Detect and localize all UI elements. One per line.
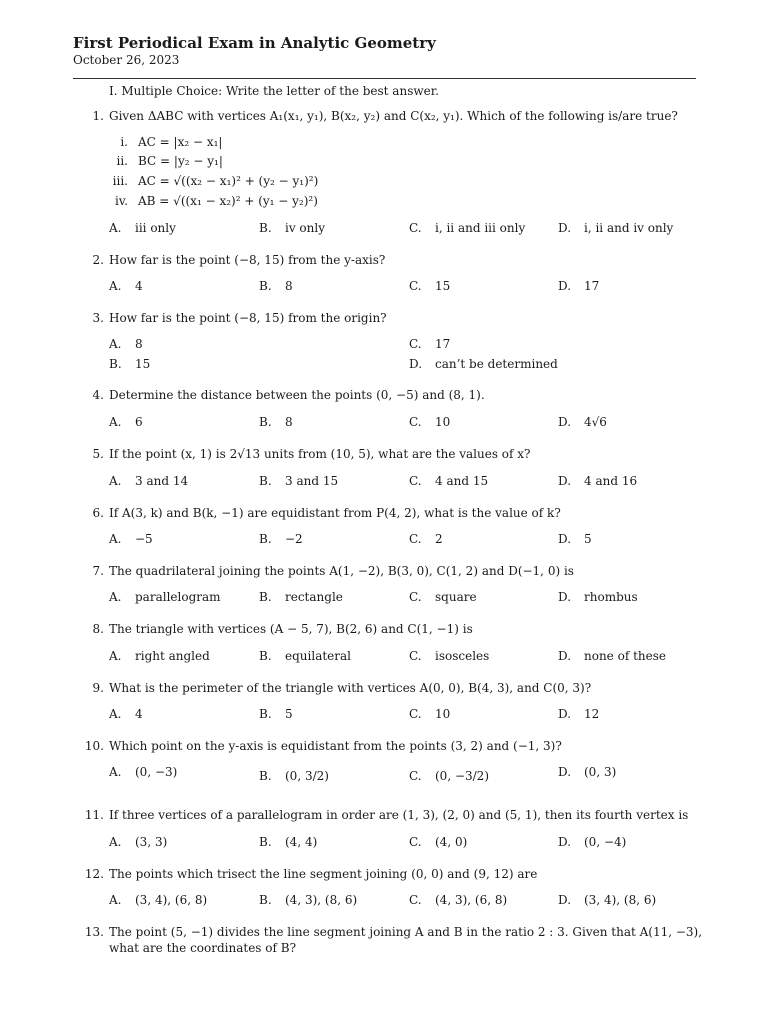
- question-number: 5.: [92, 447, 104, 461]
- option-b[interactable]: B. 5: [259, 707, 293, 721]
- option-b[interactable]: B. (4, 4): [259, 835, 318, 849]
- option-d[interactable]: D. 12: [558, 707, 600, 721]
- option-d[interactable]: D. 4√6: [558, 415, 607, 429]
- option-c[interactable]: C. (4, 0): [409, 835, 468, 849]
- subitem-expression: AB = √((x₁ − x₂)² + (y₁ − y₂)²): [138, 194, 318, 208]
- subitem-numeral: i.: [120, 135, 128, 149]
- option-d[interactable]: D. 4 and 16: [558, 474, 638, 488]
- question-stem: If three vertices of a parallelogram in order are (1, 3), (2, 0) and (5, 1), then its fourth vertex is: [109, 808, 689, 822]
- question-number: 9.: [92, 681, 104, 695]
- option-b[interactable]: B. (4, 3), (8, 6): [259, 893, 358, 907]
- question-number: 12.: [84, 867, 104, 881]
- option-c[interactable]: C. 17: [409, 337, 451, 351]
- option-c[interactable]: C. (4, 3), (6, 8): [409, 893, 508, 907]
- header-divider: [73, 78, 696, 79]
- option-b[interactable]: B. iv only: [259, 221, 326, 235]
- question-number: 4.: [92, 388, 104, 402]
- question-number: 8.: [92, 622, 104, 636]
- exam-date: October 26, 2023: [73, 53, 180, 67]
- option-c[interactable]: C. 10: [409, 415, 451, 429]
- option-d[interactable]: D. 17: [558, 279, 600, 293]
- question-number: 11.: [84, 808, 104, 822]
- option-b[interactable]: B. 8: [259, 415, 293, 429]
- question-number: 1.: [92, 109, 104, 123]
- option-b[interactable]: B. 15: [109, 357, 151, 371]
- option-a[interactable]: A. (3, 4), (6, 8): [109, 893, 208, 907]
- option-a[interactable]: A. 8: [109, 337, 143, 351]
- subitem-numeral: iii.: [112, 174, 128, 188]
- option-c[interactable]: C. 2: [409, 532, 443, 546]
- option-a[interactable]: A. 4: [109, 279, 143, 293]
- question-number: 7.: [92, 564, 104, 578]
- option-a[interactable]: A. (3, 3): [109, 835, 168, 849]
- option-c[interactable]: C. i, ii and iii only: [409, 221, 526, 235]
- question-stem: How far is the point (−8, 15) from the y-axis?: [109, 253, 386, 267]
- question-stem: The quadrilateral joining the points A(1, −2), B(3, 0), C(1, 2) and D(−1, 0) is: [109, 564, 574, 578]
- option-d[interactable]: D. i, ii and iv only: [558, 221, 674, 235]
- question-stem: Given ΔABC with vertices A₁(x₁, y₁), B(x₂, y₂) and C(x₂, y₁). Which of the following is/are true?: [109, 109, 678, 123]
- option-c[interactable]: C. 4 and 15: [409, 474, 489, 488]
- option-b[interactable]: B. 8: [259, 279, 293, 293]
- option-c[interactable]: C. square: [409, 590, 477, 604]
- option-c[interactable]: C. isosceles: [409, 649, 490, 663]
- option-d[interactable]: D. (3, 4), (8, 6): [558, 893, 657, 907]
- question-stem: What is the perimeter of the triangle with vertices A(0, 0), B(4, 3), and C(0, 3)?: [109, 681, 592, 695]
- option-b[interactable]: B. −2: [259, 532, 303, 546]
- option-b[interactable]: B. (0, 3/2): [259, 769, 329, 783]
- option-c[interactable]: C. (0, −3/2): [409, 769, 489, 783]
- option-b[interactable]: B. equilateral: [259, 649, 351, 663]
- option-d[interactable]: D. 5: [558, 532, 592, 546]
- option-d[interactable]: D. (0, 3): [558, 765, 617, 779]
- question-stem: If the point (x, 1) is 2√13 units from (10, 5), what are the values of x?: [109, 447, 531, 461]
- exam-title: First Periodical Exam in Analytic Geometry: [73, 34, 436, 52]
- subitem-expression: AC = √((x₂ − x₁)² + (y₂ − y₁)²): [138, 174, 319, 188]
- question-number: 3.: [92, 311, 104, 325]
- option-a[interactable]: A. 4: [109, 707, 143, 721]
- question-stem: The point (5, −1) divides the line segment joining A and B in the ratio 2 : 3. Given that A(11, −3),: [109, 925, 703, 939]
- question-number: 2.: [92, 253, 104, 267]
- option-a[interactable]: A. parallelogram: [109, 590, 221, 604]
- option-a[interactable]: A. 6: [109, 415, 143, 429]
- question-stem: The points which trisect the line segment joining (0, 0) and (9, 12) are: [109, 867, 538, 881]
- question-stem-continued: what are the coordinates of B?: [109, 941, 297, 955]
- section-instructions: I. Multiple Choice: Write the letter of the best answer.: [109, 84, 439, 98]
- subitem-numeral: iv.: [114, 194, 128, 208]
- option-c[interactable]: C. 10: [409, 707, 451, 721]
- question-stem: The triangle with vertices (A − 5, 7), B(2, 6) and C(1, −1) is: [109, 622, 473, 636]
- option-d[interactable]: D. rhombus: [558, 590, 638, 604]
- option-c[interactable]: C. 15: [409, 279, 451, 293]
- question-number: 6.: [92, 506, 104, 520]
- option-a[interactable]: A. 3 and 14: [109, 474, 189, 488]
- question-number: 10.: [84, 739, 104, 753]
- subitem-expression: AC = |x₂ − x₁|: [138, 135, 223, 149]
- question-stem: If A(3, k) and B(k, −1) are equidistant from P(4, 2), what is the value of k?: [109, 506, 561, 520]
- option-d[interactable]: D. can’t be determined: [409, 357, 558, 371]
- option-d[interactable]: D. none of these: [558, 649, 666, 663]
- question-stem: Which point on the y-axis is equidistant from the points (3, 2) and (−1, 3)?: [109, 739, 562, 753]
- question-number: 13.: [84, 925, 104, 939]
- option-d[interactable]: D. (0, −4): [558, 835, 627, 849]
- question-stem: How far is the point (−8, 15) from the origin?: [109, 311, 387, 325]
- subitem-numeral: ii.: [116, 154, 128, 168]
- question-stem: Determine the distance between the points (0, −5) and (8, 1).: [109, 388, 485, 402]
- option-a[interactable]: A. iii only: [109, 221, 176, 235]
- option-b[interactable]: B. rectangle: [259, 590, 343, 604]
- option-b[interactable]: B. 3 and 15: [259, 474, 339, 488]
- option-a[interactable]: A. (0, −3): [109, 765, 178, 779]
- option-a[interactable]: A. right angled: [109, 649, 210, 663]
- option-a[interactable]: A. −5: [109, 532, 153, 546]
- subitem-expression: BC = |y₂ − y₁|: [138, 154, 223, 168]
